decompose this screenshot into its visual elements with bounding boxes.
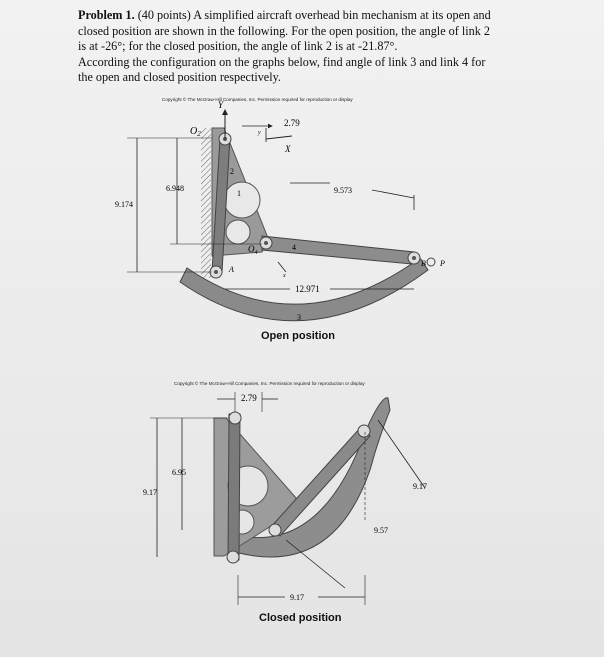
x-small-axis-arrow: [278, 262, 286, 272]
label-y-axis: Y: [218, 100, 224, 110]
ground-wall-hatch: [201, 128, 211, 278]
label-x-axis: X: [285, 144, 291, 154]
frame-cutout-lower: [226, 220, 250, 244]
label-dim-9174: 9.174: [115, 200, 133, 209]
closed-label-dim-917-left: 9.17: [143, 488, 157, 497]
open-position-caption: Open position: [261, 330, 335, 342]
problem-line-3: is at -26°; for the closed position, the angle of link 2 is at -21.87°.: [78, 39, 398, 53]
label-dim-12971: 12.971: [295, 284, 320, 294]
label-b: B: [421, 259, 426, 268]
closed-link-2: [228, 414, 240, 560]
problem-line-4: According the configuration on the graphs below, find angle of link 3 and link 4 for: [78, 54, 486, 69]
closed-position-caption: Closed position: [259, 612, 342, 624]
label-o2: $O_2$: [190, 126, 201, 138]
label-link-4: 4: [292, 243, 296, 252]
pin-o4-center: [264, 241, 268, 245]
label-x-small: x: [283, 273, 286, 279]
problem-label: Problem 1.: [78, 8, 135, 22]
dim-279-extension: [266, 136, 292, 139]
label-dim-6948: 6.948: [166, 184, 184, 193]
label-dim-279: 2.79: [284, 118, 300, 128]
point-p-marker: [427, 258, 435, 266]
problem-line-2: closed position are shown in the following. For the open position, the angle of link 2: [78, 23, 490, 38]
closed-pin-o2: [229, 412, 241, 424]
closed-label-dim-957: 9.57: [374, 526, 388, 535]
pin-a-center: [214, 270, 218, 274]
closed-label-dim-917-right: 9.17: [413, 482, 427, 491]
dim-9573-line-right: [372, 190, 414, 198]
label-y-small: y: [258, 130, 261, 136]
pin-b-center: [412, 256, 416, 260]
closed-figure-copyright: Copyright © The McGraw-Hill Companies, Inc. Permission required for reproduction or display: [174, 381, 365, 386]
open-figure-copyright: Copyright © The McGraw-Hill Companies, Inc. Permission required for reproduction or display: [162, 97, 353, 102]
closed-dim-917-right-line: [378, 420, 425, 488]
label-p: P: [440, 259, 445, 268]
frame-cutout-upper: [224, 182, 260, 218]
closed-dim-957-line: [286, 540, 345, 588]
problem-line-1: Problem 1. (40 points) A simplified aircraft overhead bin mechanism at its open and: [78, 8, 491, 22]
label-link-1: 1: [237, 189, 241, 198]
closed-pin-a: [227, 551, 239, 563]
closed-label-dim-279: 2.79: [241, 393, 257, 403]
label-o4: $O_4$: [248, 244, 258, 256]
closed-pin-b: [358, 425, 370, 437]
closed-label-dim-695: 6.95: [172, 468, 186, 477]
label-dim-9573: 9.573: [334, 186, 352, 195]
label-link-2: 2: [230, 167, 234, 176]
label-link-3: 3: [297, 313, 301, 322]
closed-label-dim-917-bottom: 9.17: [290, 593, 304, 602]
problem-line-5: the open and closed position respectively.: [78, 70, 281, 84]
link-4: [262, 236, 414, 264]
label-a: A: [229, 265, 234, 274]
closed-pin-o4: [269, 524, 281, 536]
